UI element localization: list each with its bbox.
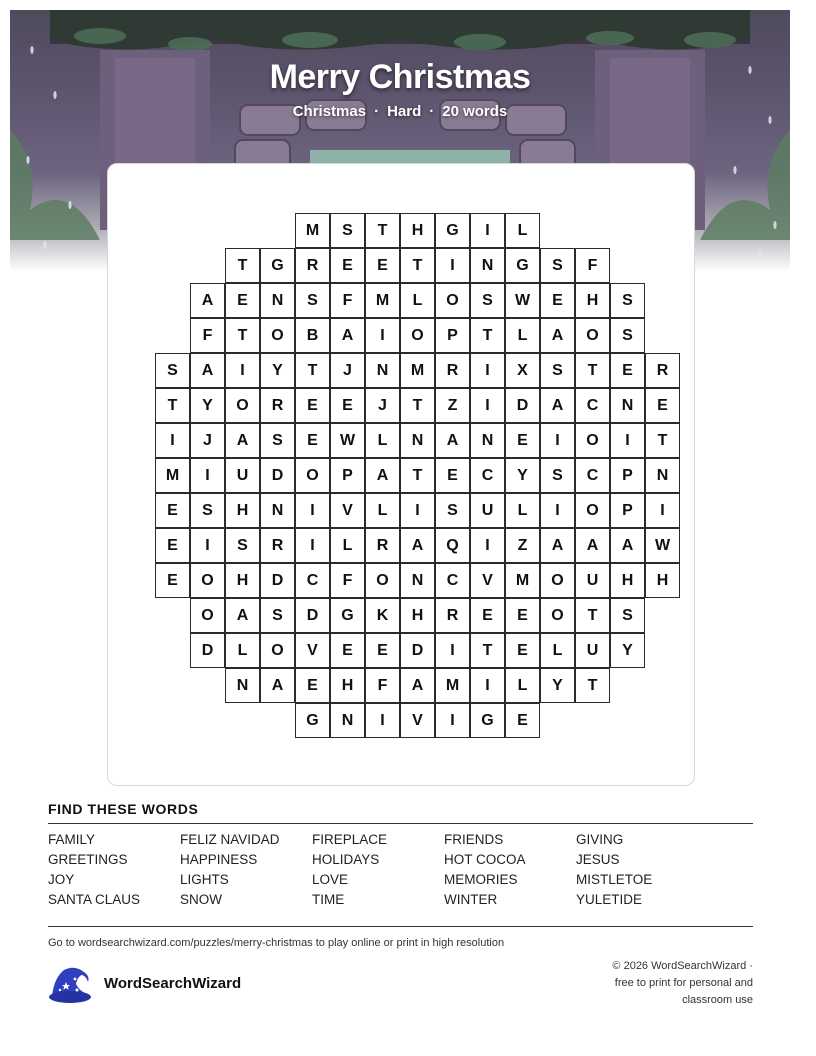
- grid-cell[interactable]: H: [400, 213, 435, 248]
- grid-cell[interactable]: G: [505, 248, 540, 283]
- grid-cell[interactable]: T: [400, 458, 435, 493]
- brand-name: WordSearchWizard: [104, 975, 242, 992]
- word-list-item: SNOW: [180, 892, 222, 907]
- grid-cell[interactable]: A: [435, 423, 470, 458]
- grid-cell[interactable]: L: [365, 493, 400, 528]
- grid-cell[interactable]: Q: [435, 528, 470, 563]
- grid-cell[interactable]: S: [155, 353, 190, 388]
- grid-cell[interactable]: M: [505, 563, 540, 598]
- grid-cell[interactable]: G: [260, 248, 295, 283]
- grid-cell[interactable]: A: [610, 528, 645, 563]
- grid-cell[interactable]: U: [575, 563, 610, 598]
- grid-cell[interactable]: T: [295, 353, 330, 388]
- grid-cell[interactable]: K: [365, 598, 400, 633]
- grid-cell[interactable]: O: [575, 493, 610, 528]
- grid-cell[interactable]: O: [400, 318, 435, 353]
- grid-cell[interactable]: O: [260, 318, 295, 353]
- grid-cell[interactable]: I: [225, 353, 260, 388]
- grid-cell[interactable]: Z: [435, 388, 470, 423]
- grid-cell[interactable]: E: [365, 633, 400, 668]
- grid-cell[interactable]: O: [365, 563, 400, 598]
- grid-cell[interactable]: G: [330, 598, 365, 633]
- grid-cell[interactable]: E: [505, 703, 540, 738]
- grid-cell[interactable]: O: [225, 388, 260, 423]
- grid-cell[interactable]: S: [540, 458, 575, 493]
- grid-cell[interactable]: A: [400, 668, 435, 703]
- grid-cell[interactable]: D: [260, 563, 295, 598]
- grid-cell[interactable]: O: [435, 283, 470, 318]
- grid-cell[interactable]: A: [540, 388, 575, 423]
- grid-cell[interactable]: S: [330, 213, 365, 248]
- word-list-item: FAMILY: [48, 832, 96, 847]
- grid-cell[interactable]: S: [540, 353, 575, 388]
- grid-cell[interactable]: E: [155, 528, 190, 563]
- grid-cell[interactable]: N: [470, 248, 505, 283]
- grid-cell[interactable]: A: [330, 318, 365, 353]
- grid-cell[interactable]: E: [435, 458, 470, 493]
- grid-cell[interactable]: H: [225, 493, 260, 528]
- grid-cell[interactable]: I: [400, 493, 435, 528]
- grid-cell[interactable]: L: [365, 423, 400, 458]
- grid-cell[interactable]: L: [505, 213, 540, 248]
- grid-cell[interactable]: A: [365, 458, 400, 493]
- grid-cell[interactable]: C: [575, 388, 610, 423]
- divider: [48, 823, 753, 824]
- grid-cell[interactable]: R: [435, 353, 470, 388]
- grid-cell[interactable]: T: [400, 388, 435, 423]
- meta-separator: ·: [374, 103, 380, 120]
- grid-cell[interactable]: N: [225, 668, 260, 703]
- grid-cell[interactable]: V: [400, 703, 435, 738]
- grid-cell[interactable]: N: [365, 353, 400, 388]
- grid-cell[interactable]: N: [260, 493, 295, 528]
- grid-cell[interactable]: O: [575, 318, 610, 353]
- grid-cell[interactable]: T: [575, 353, 610, 388]
- word-list-heading: FIND THESE WORDS: [48, 801, 199, 817]
- grid-cell[interactable]: N: [470, 423, 505, 458]
- grid-cell[interactable]: A: [400, 528, 435, 563]
- grid-cell[interactable]: R: [365, 528, 400, 563]
- grid-cell[interactable]: E: [330, 248, 365, 283]
- grid-cell[interactable]: I: [435, 248, 470, 283]
- grid-cell[interactable]: N: [645, 458, 680, 493]
- grid-cell[interactable]: E: [505, 423, 540, 458]
- word-list-item: GREETINGS: [48, 852, 128, 867]
- grid-cell[interactable]: F: [365, 668, 400, 703]
- play-online-link-text[interactable]: Go to wordsearchwizard.com/puzzles/merry-christmas to play online or print in high resolution: [48, 937, 505, 949]
- grid-cell[interactable]: I: [190, 458, 225, 493]
- grid-cell[interactable]: H: [330, 668, 365, 703]
- copyright-line: free to print for personal and: [614, 977, 753, 989]
- word-list-item: FELIZ NAVIDAD: [180, 832, 280, 847]
- grid-cell[interactable]: G: [470, 703, 505, 738]
- grid-cell[interactable]: T: [470, 318, 505, 353]
- grid-cell[interactable]: R: [645, 353, 680, 388]
- grid-cell[interactable]: O: [190, 563, 225, 598]
- grid-cell[interactable]: Y: [190, 388, 225, 423]
- grid-cell[interactable]: C: [575, 458, 610, 493]
- grid-cell[interactable]: A: [575, 528, 610, 563]
- grid-cell[interactable]: C: [470, 458, 505, 493]
- grid-cell[interactable]: I: [645, 493, 680, 528]
- grid-cell[interactable]: F: [330, 563, 365, 598]
- difficulty-label: Hard: [387, 103, 422, 120]
- grid-cell[interactable]: T: [155, 388, 190, 423]
- grid-cell[interactable]: V: [330, 493, 365, 528]
- grid-cell[interactable]: T: [575, 668, 610, 703]
- grid-cell[interactable]: J: [330, 353, 365, 388]
- grid-cell[interactable]: L: [225, 633, 260, 668]
- grid-cell[interactable]: T: [645, 423, 680, 458]
- grid-cell[interactable]: L: [505, 668, 540, 703]
- grid-cell[interactable]: L: [540, 633, 575, 668]
- grid-cell[interactable]: W: [505, 283, 540, 318]
- grid-cell[interactable]: P: [330, 458, 365, 493]
- grid-cell[interactable]: T: [575, 598, 610, 633]
- grid-cell[interactable]: M: [435, 668, 470, 703]
- grid-cell[interactable]: D: [505, 388, 540, 423]
- grid-cell[interactable]: M: [155, 458, 190, 493]
- copyright-line: classroom use: [682, 994, 753, 1006]
- grid-cell[interactable]: M: [400, 353, 435, 388]
- grid-cell[interactable]: S: [540, 248, 575, 283]
- grid-cell[interactable]: Z: [505, 528, 540, 563]
- grid-cell[interactable]: V: [295, 633, 330, 668]
- grid-cell[interactable]: E: [505, 633, 540, 668]
- grid-cell[interactable]: I: [470, 388, 505, 423]
- grid-cell[interactable]: S: [260, 598, 295, 633]
- grid-cell[interactable]: T: [365, 213, 400, 248]
- grid-cell[interactable]: I: [365, 703, 400, 738]
- grid-cell[interactable]: D: [295, 598, 330, 633]
- grid-cell[interactable]: S: [225, 528, 260, 563]
- grid-cell[interactable]: L: [505, 493, 540, 528]
- word-list-item: LOVE: [312, 872, 349, 887]
- grid-cell[interactable]: I: [470, 353, 505, 388]
- grid-cell[interactable]: I: [470, 528, 505, 563]
- grid-cell[interactable]: S: [610, 598, 645, 633]
- grid-cell[interactable]: R: [435, 598, 470, 633]
- grid-cell[interactable]: T: [400, 248, 435, 283]
- grid-cell[interactable]: U: [575, 633, 610, 668]
- grid-cell[interactable]: D: [400, 633, 435, 668]
- grid-cell[interactable]: T: [225, 248, 260, 283]
- word-list-item: HOLIDAYS: [312, 852, 380, 867]
- word-list-item: HAPPINESS: [180, 852, 258, 867]
- grid-cell[interactable]: E: [645, 388, 680, 423]
- word-count-label: 20 words: [442, 103, 508, 120]
- grid-cell[interactable]: X: [505, 353, 540, 388]
- word-list-item: HOT COCOA: [444, 852, 526, 867]
- grid-cell[interactable]: S: [435, 493, 470, 528]
- puzzle-title: Merry Christmas: [269, 58, 531, 96]
- grid-cell[interactable]: H: [400, 598, 435, 633]
- word-list-item: WINTER: [444, 892, 498, 907]
- grid-cell[interactable]: E: [470, 598, 505, 633]
- grid-cell[interactable]: E: [330, 633, 365, 668]
- grid-cell[interactable]: D: [190, 633, 225, 668]
- grid-cell[interactable]: H: [610, 563, 645, 598]
- grid-cell[interactable]: I: [470, 668, 505, 703]
- grid-cell[interactable]: N: [260, 283, 295, 318]
- grid-cell[interactable]: S: [610, 283, 645, 318]
- grid-cell[interactable]: C: [435, 563, 470, 598]
- grid-cell[interactable]: N: [330, 703, 365, 738]
- grid-cell[interactable]: F: [330, 283, 365, 318]
- grid-cell[interactable]: S: [610, 318, 645, 353]
- grid-cell[interactable]: V: [470, 563, 505, 598]
- grid-cell[interactable]: L: [330, 528, 365, 563]
- grid-cell[interactable]: O: [540, 598, 575, 633]
- grid-cell[interactable]: M: [365, 283, 400, 318]
- grid-cell[interactable]: E: [295, 388, 330, 423]
- grid-cell[interactable]: A: [190, 353, 225, 388]
- grid-cell[interactable]: E: [365, 248, 400, 283]
- grid-cell[interactable]: L: [400, 283, 435, 318]
- grid-cell[interactable]: M: [295, 213, 330, 248]
- grid-cell[interactable]: G: [295, 703, 330, 738]
- grid-cell[interactable]: I: [610, 423, 645, 458]
- word-list-item: JOY: [48, 872, 75, 887]
- category-label: Christmas: [292, 103, 367, 120]
- grid-cell[interactable]: E: [505, 598, 540, 633]
- word-list-item: MEMORIES: [444, 872, 518, 887]
- grid-cell[interactable]: O: [260, 633, 295, 668]
- word-list: [48, 832, 748, 908]
- grid-cell[interactable]: E: [225, 283, 260, 318]
- grid-cell[interactable]: I: [365, 318, 400, 353]
- grid-cell[interactable]: E: [295, 423, 330, 458]
- grid-cell[interactable]: A: [225, 598, 260, 633]
- grid-cell[interactable]: S: [470, 283, 505, 318]
- grid-cell[interactable]: F: [190, 318, 225, 353]
- grid-cell[interactable]: L: [505, 318, 540, 353]
- puzzle-card: [107, 163, 695, 786]
- grid-cell[interactable]: G: [435, 213, 470, 248]
- grid-cell[interactable]: R: [260, 388, 295, 423]
- grid-cell[interactable]: I: [190, 528, 225, 563]
- word-list-item: GIVING: [576, 832, 624, 847]
- grid-cell[interactable]: I: [155, 423, 190, 458]
- word-list-item: FRIENDS: [444, 832, 504, 847]
- puzzle-meta: [0, 103, 800, 120]
- grid-cell[interactable]: I: [295, 528, 330, 563]
- grid-cell[interactable]: I: [435, 703, 470, 738]
- grid-cell[interactable]: A: [225, 423, 260, 458]
- grid-cell[interactable]: A: [260, 668, 295, 703]
- grid-cell[interactable]: Y: [610, 633, 645, 668]
- grid-cell[interactable]: E: [295, 668, 330, 703]
- word-list-item: FIREPLACE: [312, 832, 388, 847]
- grid-cell[interactable]: P: [610, 458, 645, 493]
- grid-cell[interactable]: F: [575, 248, 610, 283]
- grid-cell[interactable]: P: [610, 493, 645, 528]
- grid-cell[interactable]: O: [540, 563, 575, 598]
- word-list-item: TIME: [312, 892, 345, 907]
- grid-cell[interactable]: H: [225, 563, 260, 598]
- grid-cell[interactable]: R: [295, 248, 330, 283]
- wizard-hat-icon: [46, 962, 94, 1006]
- grid-cell[interactable]: U: [225, 458, 260, 493]
- grid-cell[interactable]: J: [190, 423, 225, 458]
- grid-cell[interactable]: C: [295, 563, 330, 598]
- grid-cell[interactable]: P: [435, 318, 470, 353]
- grid-cell[interactable]: I: [470, 213, 505, 248]
- grid-cell[interactable]: U: [470, 493, 505, 528]
- divider: [48, 926, 753, 927]
- meta-separator: ·: [429, 103, 435, 120]
- grid-cell[interactable]: O: [190, 598, 225, 633]
- grid-cell[interactable]: I: [295, 493, 330, 528]
- grid-cell[interactable]: O: [575, 423, 610, 458]
- grid-cell[interactable]: I: [435, 633, 470, 668]
- grid-cell[interactable]: A: [190, 283, 225, 318]
- grid-cell[interactable]: T: [470, 633, 505, 668]
- grid-cell[interactable]: D: [260, 458, 295, 493]
- grid-cell[interactable]: A: [540, 318, 575, 353]
- copyright-line: © 2026 WordSearchWizard ·: [612, 960, 753, 972]
- grid-cell[interactable]: N: [610, 388, 645, 423]
- grid-cell[interactable]: O: [295, 458, 330, 493]
- grid-cell[interactable]: I: [540, 423, 575, 458]
- grid-cell[interactable]: N: [400, 423, 435, 458]
- grid-cell[interactable]: W: [330, 423, 365, 458]
- word-list-item: MISTLETOE: [576, 872, 653, 887]
- grid-cell[interactable]: N: [400, 563, 435, 598]
- grid-cell[interactable]: A: [540, 528, 575, 563]
- copyright-notice: [560, 958, 753, 1009]
- grid-cell[interactable]: I: [540, 493, 575, 528]
- grid-cell[interactable]: S: [295, 283, 330, 318]
- word-list-item: JESUS: [576, 852, 620, 867]
- grid-cell[interactable]: B: [295, 318, 330, 353]
- grid-cell[interactable]: E: [540, 283, 575, 318]
- word-list-item: SANTA CLAUS: [48, 892, 141, 907]
- grid-cell[interactable]: Y: [540, 668, 575, 703]
- grid-cell[interactable]: H: [575, 283, 610, 318]
- grid-cell[interactable]: J: [365, 388, 400, 423]
- grid-cell[interactable]: T: [225, 318, 260, 353]
- grid-cell[interactable]: R: [260, 528, 295, 563]
- grid-cell[interactable]: E: [610, 353, 645, 388]
- word-list-item: LIGHTS: [180, 872, 229, 887]
- word-list-item: YULETIDE: [576, 892, 643, 907]
- grid-cell[interactable]: E: [155, 563, 190, 598]
- grid-cell[interactable]: Y: [505, 458, 540, 493]
- grid-cell[interactable]: E: [330, 388, 365, 423]
- grid-cell[interactable]: H: [645, 563, 680, 598]
- grid-cell[interactable]: S: [190, 493, 225, 528]
- grid-cell[interactable]: W: [645, 528, 680, 563]
- grid-cell[interactable]: S: [260, 423, 295, 458]
- grid-cell[interactable]: E: [155, 493, 190, 528]
- grid-cell[interactable]: Y: [260, 353, 295, 388]
